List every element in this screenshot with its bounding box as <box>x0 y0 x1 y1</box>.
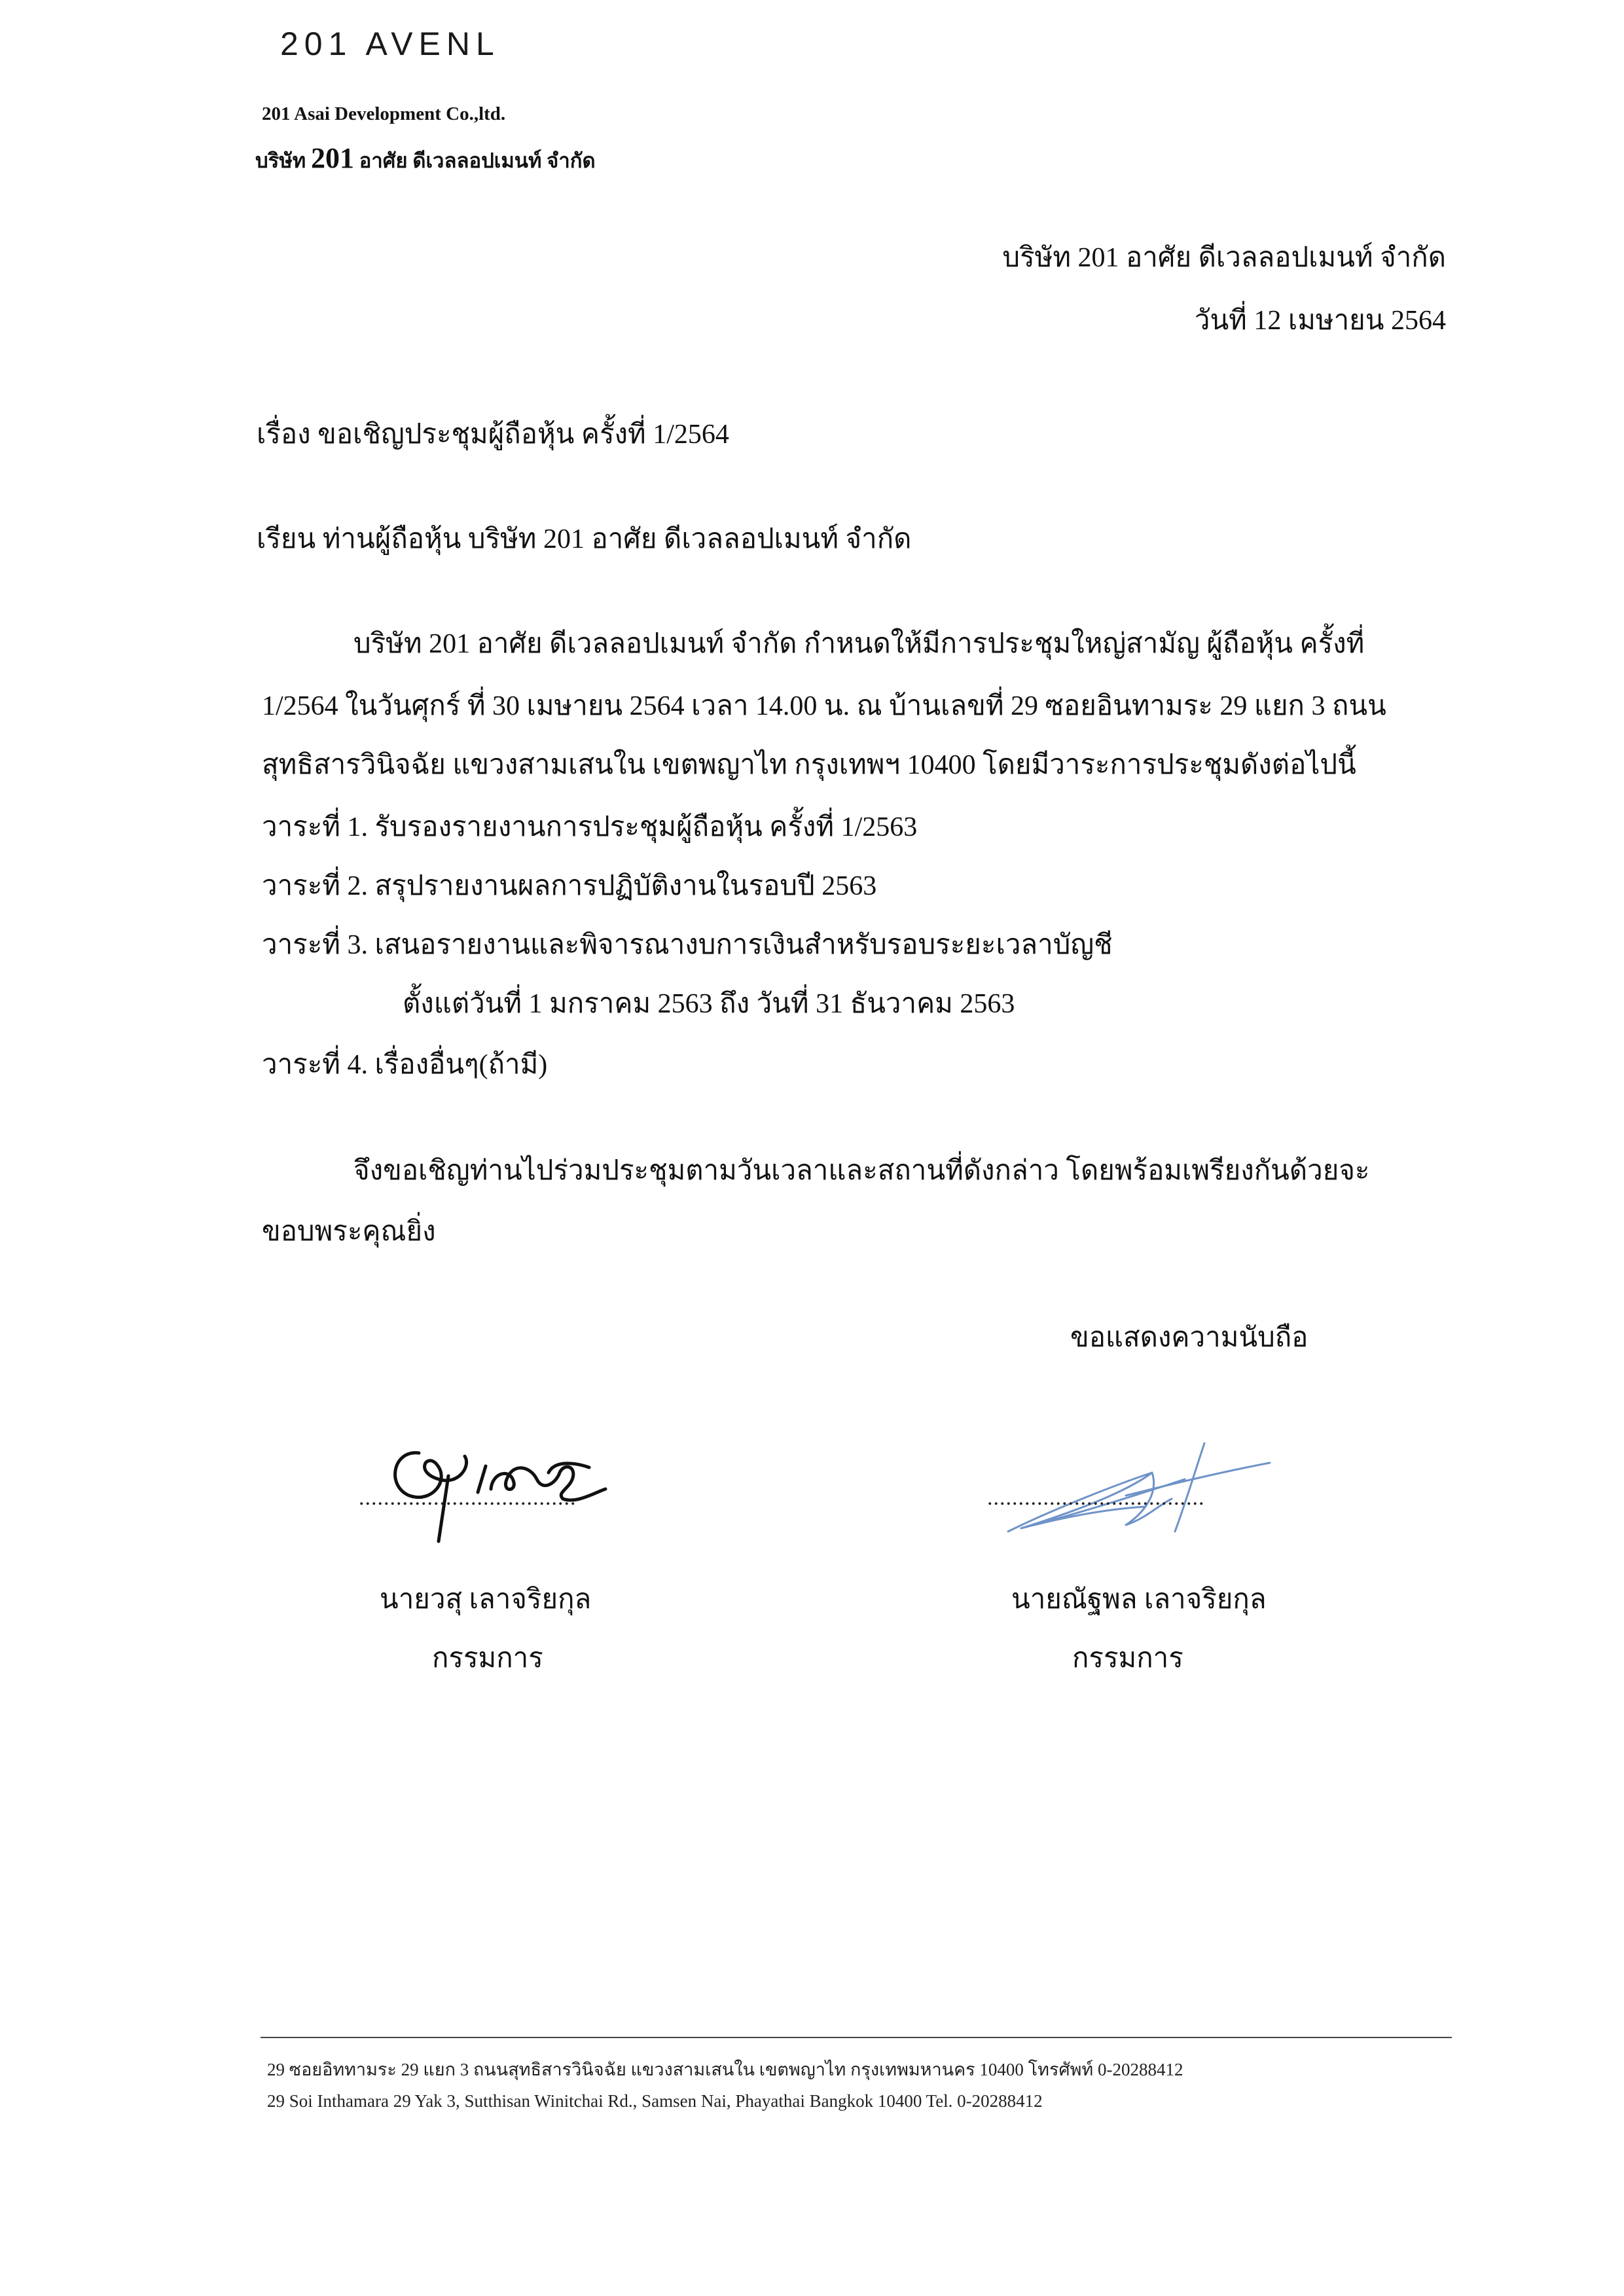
closing-line-1: จึงขอเชิญท่านไปร่วมประชุมตามวันเวลาและสถานที่ดังกล่าว โดยพร้อมเพรียงกันด้วยจะ <box>353 1156 1370 1186</box>
signatory-name-left: นายวสุ เลาจริยกุล <box>380 1585 592 1615</box>
footer-address-en: 29 Soi Inthamara 29 Yak 3, Sutthisan Winitchai Rd., Samsen Nai, Phayathai Bangkok 10400 Tel. 0-20288412 <box>267 2091 1043 2111</box>
signature-line-right: ................................... <box>987 1486 1205 1510</box>
letter-subject: เรื่อง ขอเชิญประชุมผู้ถือหุ้น ครั้งที่ 1/2564 <box>257 420 729 450</box>
signatory-name-right: นายณัฐพล เลาจริยกุล <box>1011 1585 1267 1615</box>
body-line-1: บริษัท 201 อาศัย ดีเวลลอปเมนท์ จำกัด กำหนดให้มีการประชุมใหญ่สามัญ ผู้ถือหุ้น ครั้งที่ <box>353 629 1365 659</box>
company-name-th-suffix: อาศัย ดีเวลลอปเมนท์ จำกัด <box>359 149 596 172</box>
sender-company: บริษัท 201 อาศัย ดีเวลลอปเมนท์ จำกัด <box>1002 243 1446 273</box>
letter-addressee: เรียน ท่านผู้ถือหุ้น บริษัท 201 อาศัย ดีเวลลอปเมนท์ จำกัด <box>257 524 912 554</box>
agenda-item-3-continuation: ตั้งแต่วันที่ 1 มกราคม 2563 ถึง วันที่ 31 ธันวาคม 2563 <box>403 989 1015 1019</box>
agenda-item-1: วาระที่ 1. รับรองรายงานการประชุมผู้ถือหุ้น ครั้งที่ 1/2563 <box>262 812 918 842</box>
signatory-title-left: กรรมการ <box>432 1643 543 1674</box>
footer-divider <box>261 2037 1452 2038</box>
body-line-2: 1/2564 ในวันศุกร์ ที่ 30 เมษายน 2564 เวลา 14.00 น. ณ บ้านเลขที่ 29 ซอยอินทามระ 29 แยก 3 ถนน <box>262 691 1386 721</box>
company-name-th-number: 201 <box>310 142 354 174</box>
signature-line-left: ................................... <box>359 1486 577 1510</box>
closing-regards: ขอแสดงความนับถือ <box>1070 1323 1308 1353</box>
signatory-title-right: กรรมการ <box>1072 1643 1183 1674</box>
company-name-en: 201 Asai Development Co.,ltd. <box>262 103 506 124</box>
company-name-th-prefix: บริษัท <box>255 149 306 172</box>
agenda-item-3: วาระที่ 3. เสนอรายงานและพิจารณางบการเงินสำหรับรอบระยะเวลาบัญชี <box>262 930 1113 960</box>
letter-date: วันที่ 12 เมษายน 2564 <box>1194 306 1446 336</box>
body-line-3: สุทธิสารวินิจฉัย แขวงสามเสนใน เขตพญาไท กรุงเทพฯ 10400 โดยมีวาระการประชุมดังต่อไปนี้ <box>262 750 1356 780</box>
agenda-item-2: วาระที่ 2. สรุปรายงานผลการปฏิบัติงานในรอบปี 2563 <box>262 871 877 901</box>
closing-line-2: ขอบพระคุณยิ่ง <box>262 1217 436 1247</box>
company-name-th <box>255 141 596 177</box>
footer-address-th: 29 ซอยอิททามระ 29 แยก 3 ถนนสุทธิสารวินิจฉัย แขวงสามเสนใน เขตพญาไท กรุงเทพมหานคร 10400 โทรศัพท์ 0-20288412 <box>267 2060 1183 2079</box>
company-logo: 201 AVENL <box>280 26 500 62</box>
agenda-item-4: วาระที่ 4. เรื่องอื่นๆ(ถ้ามี) <box>262 1050 548 1080</box>
